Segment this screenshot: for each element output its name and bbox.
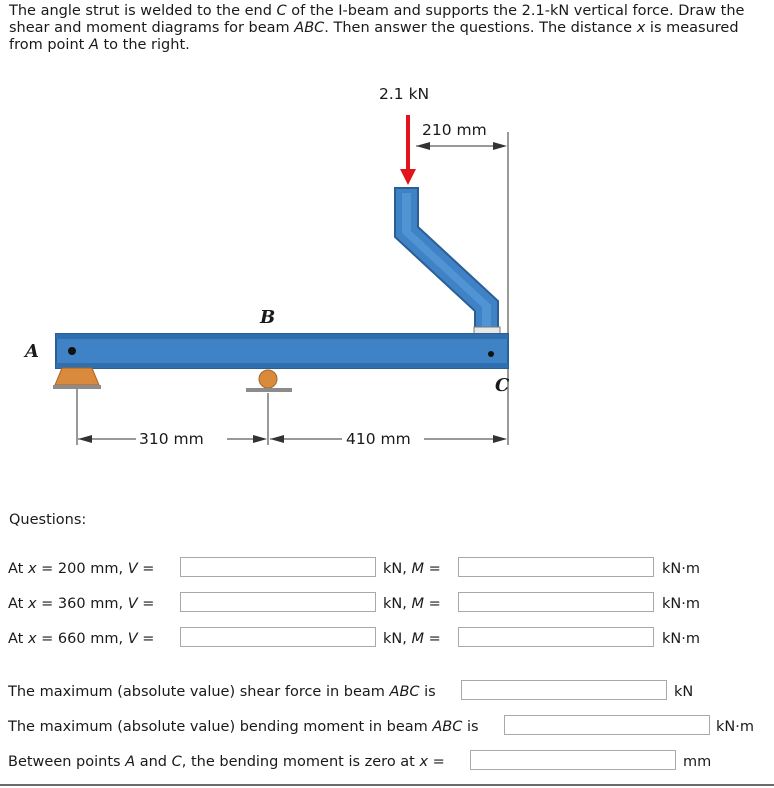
shear-at-360-input[interactable] (180, 592, 376, 612)
moment-unit-2: kN·m (662, 596, 700, 612)
shear-unit-moment-label-3: kN, M = (383, 631, 441, 647)
moment-at-660-input[interactable] (458, 627, 654, 647)
beam-figure (20, 75, 540, 475)
moment-unit-3: kN·m (662, 631, 700, 647)
max-shear-input[interactable] (461, 680, 667, 700)
max-shear-row (0, 680, 774, 704)
max-moment-row (0, 715, 774, 739)
force-label: 2.1 kN (379, 85, 430, 103)
bottom-divider (0, 784, 774, 786)
question-row-3 (0, 627, 774, 651)
question-1-label: At x = 200 mm, V = (8, 561, 155, 577)
moment-unit-1: kN·m (662, 561, 700, 577)
dimension-210: 210 mm (422, 121, 487, 139)
shear-unit-moment-label-2: kN, M = (383, 596, 441, 612)
i-beam (56, 334, 508, 368)
question-3-label: At x = 660 mm, V = (8, 631, 155, 647)
max-shear-unit: kN (674, 684, 694, 700)
question-row-2 (0, 592, 774, 616)
pin-a (68, 347, 76, 355)
max-moment-input[interactable] (504, 715, 710, 735)
point-c-label: C (495, 375, 510, 396)
max-moment-unit: kN·m (716, 719, 754, 735)
zero-moment-label: Between points A and C, the bending moment is zero at x = (8, 754, 445, 770)
support-a (55, 368, 99, 385)
point-b-label: B (260, 307, 276, 328)
shear-unit-moment-label-1: kN, M = (383, 561, 441, 577)
problem-statement: The angle strut is welded to the end C of the I-beam and supports the 2.1-kN vertical force. Draw the shear and moment diagrams for beam ABC. Then answer the questions. The distance x is measured from point A to the right. (9, 3, 745, 53)
question-2-label: At x = 360 mm, V = (8, 596, 155, 612)
zero-moment-unit: mm (683, 754, 712, 770)
dimension-310: 310 mm (139, 430, 204, 448)
zero-moment-row (0, 750, 774, 774)
zero-moment-input[interactable] (470, 750, 676, 770)
pin-c (488, 351, 494, 357)
shear-at-660-input[interactable] (180, 627, 376, 647)
dimension-410: 410 mm (346, 430, 411, 448)
max-moment-label: The maximum (absolute value) bending moment in beam ABC is (8, 719, 479, 735)
point-a-label: A (25, 341, 39, 362)
shear-at-200-input[interactable] (180, 557, 376, 577)
max-shear-label: The maximum (absolute value) shear force in beam ABC is (8, 684, 436, 700)
support-b (259, 370, 277, 388)
moment-at-360-input[interactable] (458, 592, 654, 612)
questions-heading: Questions: (9, 512, 87, 528)
question-row-1 (0, 557, 774, 581)
moment-at-200-input[interactable] (458, 557, 654, 577)
